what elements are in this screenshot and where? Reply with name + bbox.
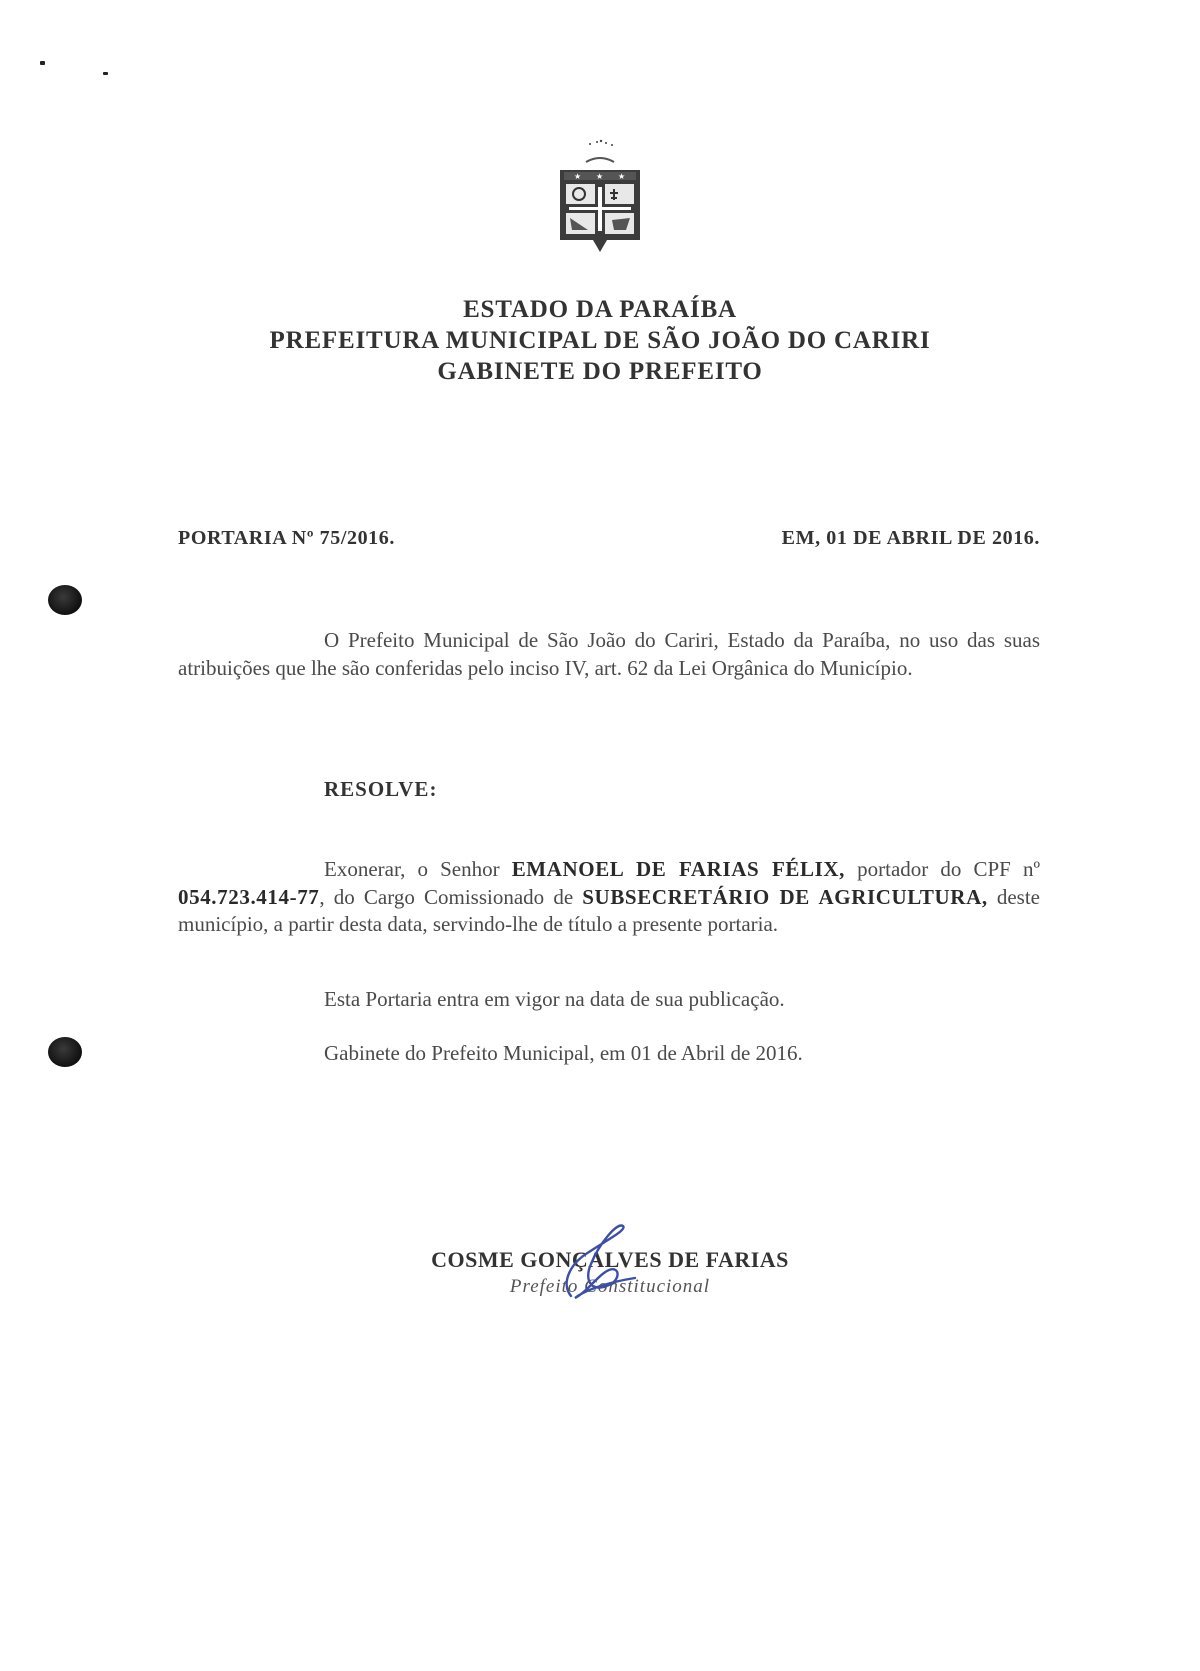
decision-paragraph (178, 856, 1040, 939)
preamble-text: O Prefeito Municipal de São João do Cariri, Estado da Paraíba, no uso das suas atribuições que lhe são conferidas pelo inciso IV, art. 62 da Lei Orgânica do Município. (178, 628, 1040, 680)
dismissed-person-name: EMANOEL DE FARIAS FÉLIX, (511, 857, 846, 881)
header-office: GABINETE DO PREFEITO (437, 358, 763, 385)
decision-text-3: , do Cargo Comissionado de (319, 884, 583, 909)
header-state: ESTADO DA PARAÍBA (463, 296, 737, 323)
scan-speck (103, 72, 108, 75)
signatory-title: Prefeito Constitucional (509, 1276, 711, 1297)
svg-text:★: ★ (618, 172, 626, 181)
handwritten-signature (555, 1222, 655, 1304)
ordinance-number: PORTARIA Nº 75/2016. (178, 527, 395, 549)
header-municipality: PREFEITURA MUNICIPAL DE SÃO JOÃO DO CARIRI (269, 327, 931, 354)
cpf-number: 054.723.414-77 (178, 884, 320, 909)
closing-statement: Gabinete do Prefeito Municipal, em 01 de Abril de 2016. (324, 1041, 803, 1065)
decision-text-1: Exonerar, o Senhor (324, 857, 512, 881)
signatory-name: COSME GONÇALVES DE FARIAS (431, 1247, 789, 1272)
preamble-paragraph (178, 627, 1040, 682)
decision-text-4: deste município, a partir desta data, servindo-lhe de título a presente portaria. (178, 884, 1040, 936)
svg-text:★: ★ (596, 172, 604, 181)
ordinance-date: EM, 01 DE ABRIL DE 2016. (781, 527, 1040, 549)
municipal-coat-of-arms-icon (550, 138, 650, 258)
svg-text:★: ★ (574, 172, 582, 181)
resolve-heading: RESOLVE: (324, 777, 438, 801)
punch-hole (48, 1037, 82, 1067)
decision-text-2: portador do CPF nº (845, 857, 1040, 881)
scan-speck (40, 61, 45, 65)
punch-hole (48, 585, 82, 615)
position-title: SUBSECRETÁRIO DE AGRICULTURA, (582, 884, 988, 909)
effect-statement: Esta Portaria entra em vigor na data de sua publicação. (324, 987, 785, 1011)
